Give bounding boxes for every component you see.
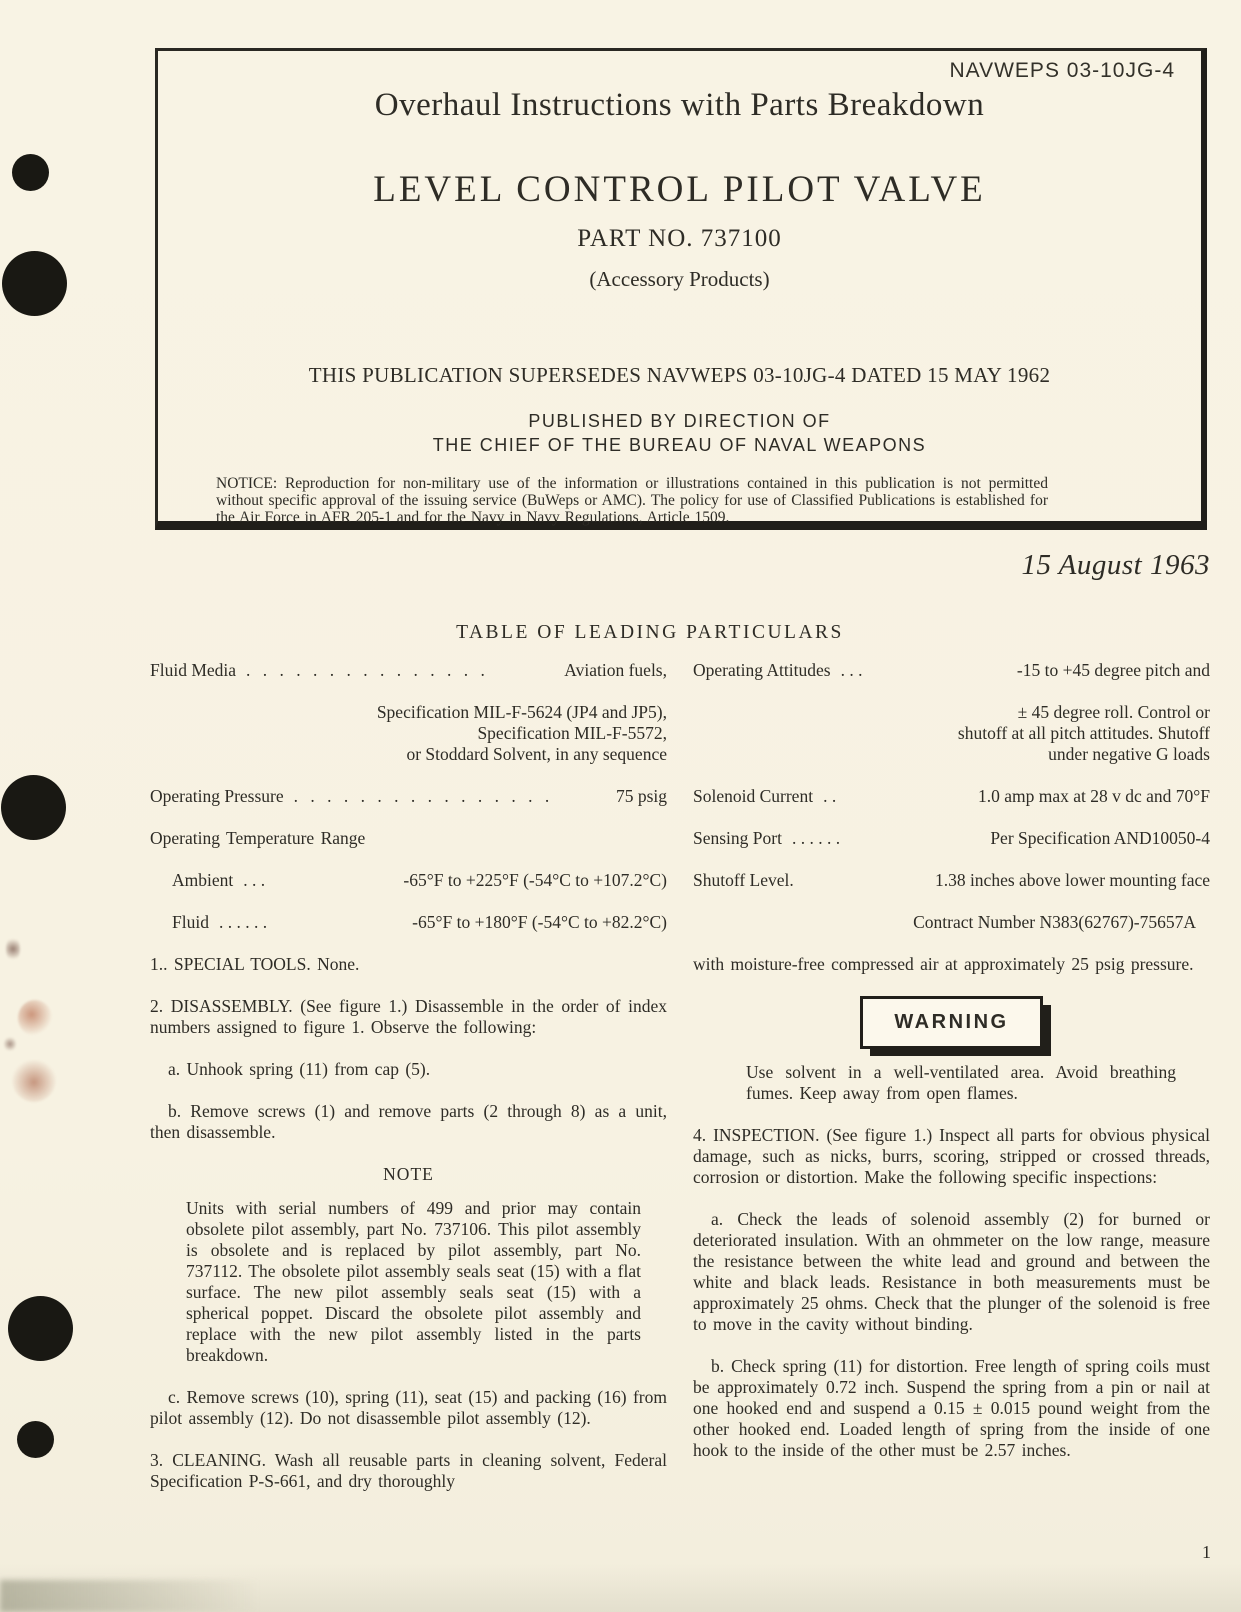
part-number: PART NO. 737100	[577, 225, 782, 252]
particular-temp-range: Operating Temperature Range	[150, 828, 366, 848]
particular-label: Fluid	[172, 912, 209, 932]
punch-mark	[1, 775, 66, 840]
accessory-products-subtitle: (Accessory Products)	[589, 267, 770, 291]
particular-value: 1.0 amp max at 28 v dc and 70°F	[977, 786, 1210, 806]
punch-mark	[17, 1421, 54, 1458]
dot-leader: . .	[823, 786, 837, 806]
punch-mark	[8, 1296, 73, 1361]
particular-label: Operating Attitudes	[693, 660, 831, 680]
scan-smudge	[12, 1058, 56, 1102]
page-number: 1	[1202, 1542, 1211, 1562]
scan-smudge	[0, 1580, 260, 1612]
right-column	[693, 660, 1210, 1482]
particular-label: Fluid Media	[150, 660, 237, 680]
dot-leader: . . .	[243, 870, 266, 890]
particular-label: Shutoff Level.	[693, 870, 794, 890]
warning-box-wrap	[693, 996, 1210, 1049]
punch-mark	[2, 251, 67, 316]
particular-value: Aviation fuels,	[564, 660, 667, 680]
particular-value: 1.38 inches above lower mounting face	[934, 870, 1210, 890]
warning-body: Use solvent in a well-ventilated area. Avoid breathing fumes. Keep away from open flames.	[746, 1062, 1176, 1103]
disassembly-step-c: c. Remove screws (10), spring (11), seat (15) and packing (16) from pilot assembly (12). Do not disassemble pilot assembly (12).	[150, 1387, 667, 1428]
document-title: Overhaul Instructions with Parts Breakdown	[374, 87, 985, 123]
dot-leader: . . . . . .	[791, 828, 841, 848]
scan-smudge	[18, 1000, 52, 1036]
note-heading: NOTE	[383, 1164, 434, 1184]
particular-value: -65°F to +225°F (-54°C to +107.2°C)	[403, 870, 667, 890]
section-inspection: 4. INSPECTION. (See figure 1.) Inspect all parts for obvious physical damage, such as nicks, burrs, scoring, stripped or crossed threads, corrosion or distortion. Make the following specific inspections:	[693, 1125, 1210, 1187]
particular-fluid-temp	[150, 912, 667, 933]
disassembly-step-b: b. Remove screws (1) and remove parts (2 through 8) as a unit, then disassemble.	[150, 1101, 667, 1142]
document-number: NAVWEPS 03-10JG-4	[949, 59, 1175, 82]
title-block	[155, 48, 1207, 530]
particular-value: -65°F to +180°F (-54°C to +82.2°C)	[412, 912, 667, 932]
section-cleaning-continued: with moisture-free compressed air at approximately 25 psig pressure.	[693, 954, 1194, 974]
dot-leader: . . . . . . . . . . . . . . . .	[293, 786, 554, 806]
inspection-step-b: b. Check spring (11) for distortion. Free length of spring coils must be approximately 0.72 inch. Suspend the spring from a pin or nail at one hooked end and suspend a 0.15 ± 0.015 pound weight from the other hooked end. Loaded length of spring from the inside of one hook to the inside of the other must be 2.57 inches.	[693, 1356, 1210, 1460]
published-by-line: PUBLISHED BY DIRECTION OF	[528, 411, 831, 431]
issue-date: 15 August 1963	[1021, 549, 1210, 581]
particular-label: Operating Pressure	[150, 786, 284, 806]
particular-value: -15 to +45 degree pitch and	[1016, 660, 1210, 680]
particular-continuation: ± 45 degree roll. Control or	[1017, 702, 1210, 722]
particular-operating-pressure	[150, 786, 667, 807]
particular-continuation: shutoff at all pitch attitudes. Shutoff	[957, 723, 1210, 743]
section-cleaning: 3. CLEANING. Wash all reusable parts in cleaning solvent, Federal Specification P-S-661, and dry thoroughly	[150, 1450, 667, 1491]
left-column	[150, 660, 667, 1513]
particular-continuation: Specification MIL-F-5572,	[477, 723, 667, 743]
inspection-step-a: a. Check the leads of solenoid assembly (2) for burned or deteriorated insulation. With an ohmmeter on the low range, measure the resistance between the white lead and ground and between the white and black leads. Resistance in both measurements must be approximately 25 ohms. Check that the plunger of the solenoid is free to move in the cavity without binding.	[693, 1209, 1210, 1334]
dot-leader: . . . . . .	[218, 912, 268, 932]
particulars-heading: TABLE OF LEADING PARTICULARS	[456, 622, 844, 643]
particular-fluid-media	[150, 660, 667, 681]
particular-shutoff-level	[693, 870, 1210, 891]
particular-continuation: or Stoddard Solvent, in any sequence	[406, 744, 667, 764]
scan-smudge	[6, 936, 20, 962]
equipment-title: LEVEL CONTROL PILOT VALVE	[373, 169, 986, 210]
punch-mark	[12, 154, 49, 191]
contract-number: Contract Number N383(62767)-75657A	[913, 912, 1196, 932]
particular-value: Per Specification AND10050-4	[990, 828, 1210, 848]
dot-leader: . . . . . . . . . . . . . . .	[246, 660, 489, 680]
section-disassembly: 2. DISASSEMBLY. (See figure 1.) Disassemble in the order of index numbers assigned to figure 1. Observe the following:	[150, 996, 667, 1037]
particular-operating-attitudes	[693, 660, 1210, 681]
particular-continuation: under negative G loads	[1048, 744, 1210, 764]
supersedes-statement: THIS PUBLICATION SUPERSEDES NAVWEPS 03-10JG-4 DATED 15 MAY 1962	[308, 363, 1051, 387]
dot-leader: . . .	[840, 660, 863, 680]
particular-label: Ambient	[172, 870, 234, 890]
scan-smudge	[4, 1036, 16, 1052]
reproduction-notice: NOTICE: Reproduction for non-military use of the information or illustrations contained in this publication is not permitted without specific approval of the issuing service (BuWeps or AMC). The policy for use of Classified Publications is established for the Air Force in AFR 205-1 and for the Navy in Navy Regulations, Article 1509.	[216, 475, 1048, 526]
section-special-tools: 1.. SPECIAL TOOLS. None.	[150, 954, 360, 974]
warning-label: WARNING	[894, 1011, 1009, 1033]
particular-sensing-port	[693, 828, 1210, 849]
particular-label: Sensing Port	[693, 828, 782, 848]
particular-value: 75 psig	[615, 786, 667, 806]
disassembly-step-a: a. Unhook spring (11) from cap (5).	[168, 1059, 431, 1079]
warning-box	[860, 996, 1043, 1049]
note-body: Units with serial numbers of 499 and prior may contain obsolete pilot assembly, part No. 737106. This pilot assembly is obsolete and is replaced by pilot assembly, part No. 737112. The obsolete pilot assembly seals seat (15) with a flat surface. The new pilot assembly seals seat (15) with a spherical poppet. Discard the obsolete pilot assembly and replace with the new pilot assembly listed in the parts breakdown.	[186, 1198, 641, 1365]
particular-ambient	[150, 870, 667, 891]
particular-continuation: Specification MIL-F-5624 (JP4 and JP5),	[376, 702, 667, 722]
bureau-line: THE CHIEF OF THE BUREAU OF NAVAL WEAPONS	[432, 435, 927, 455]
particular-solenoid-current	[693, 786, 1210, 807]
particular-label: Solenoid Current	[693, 786, 814, 806]
